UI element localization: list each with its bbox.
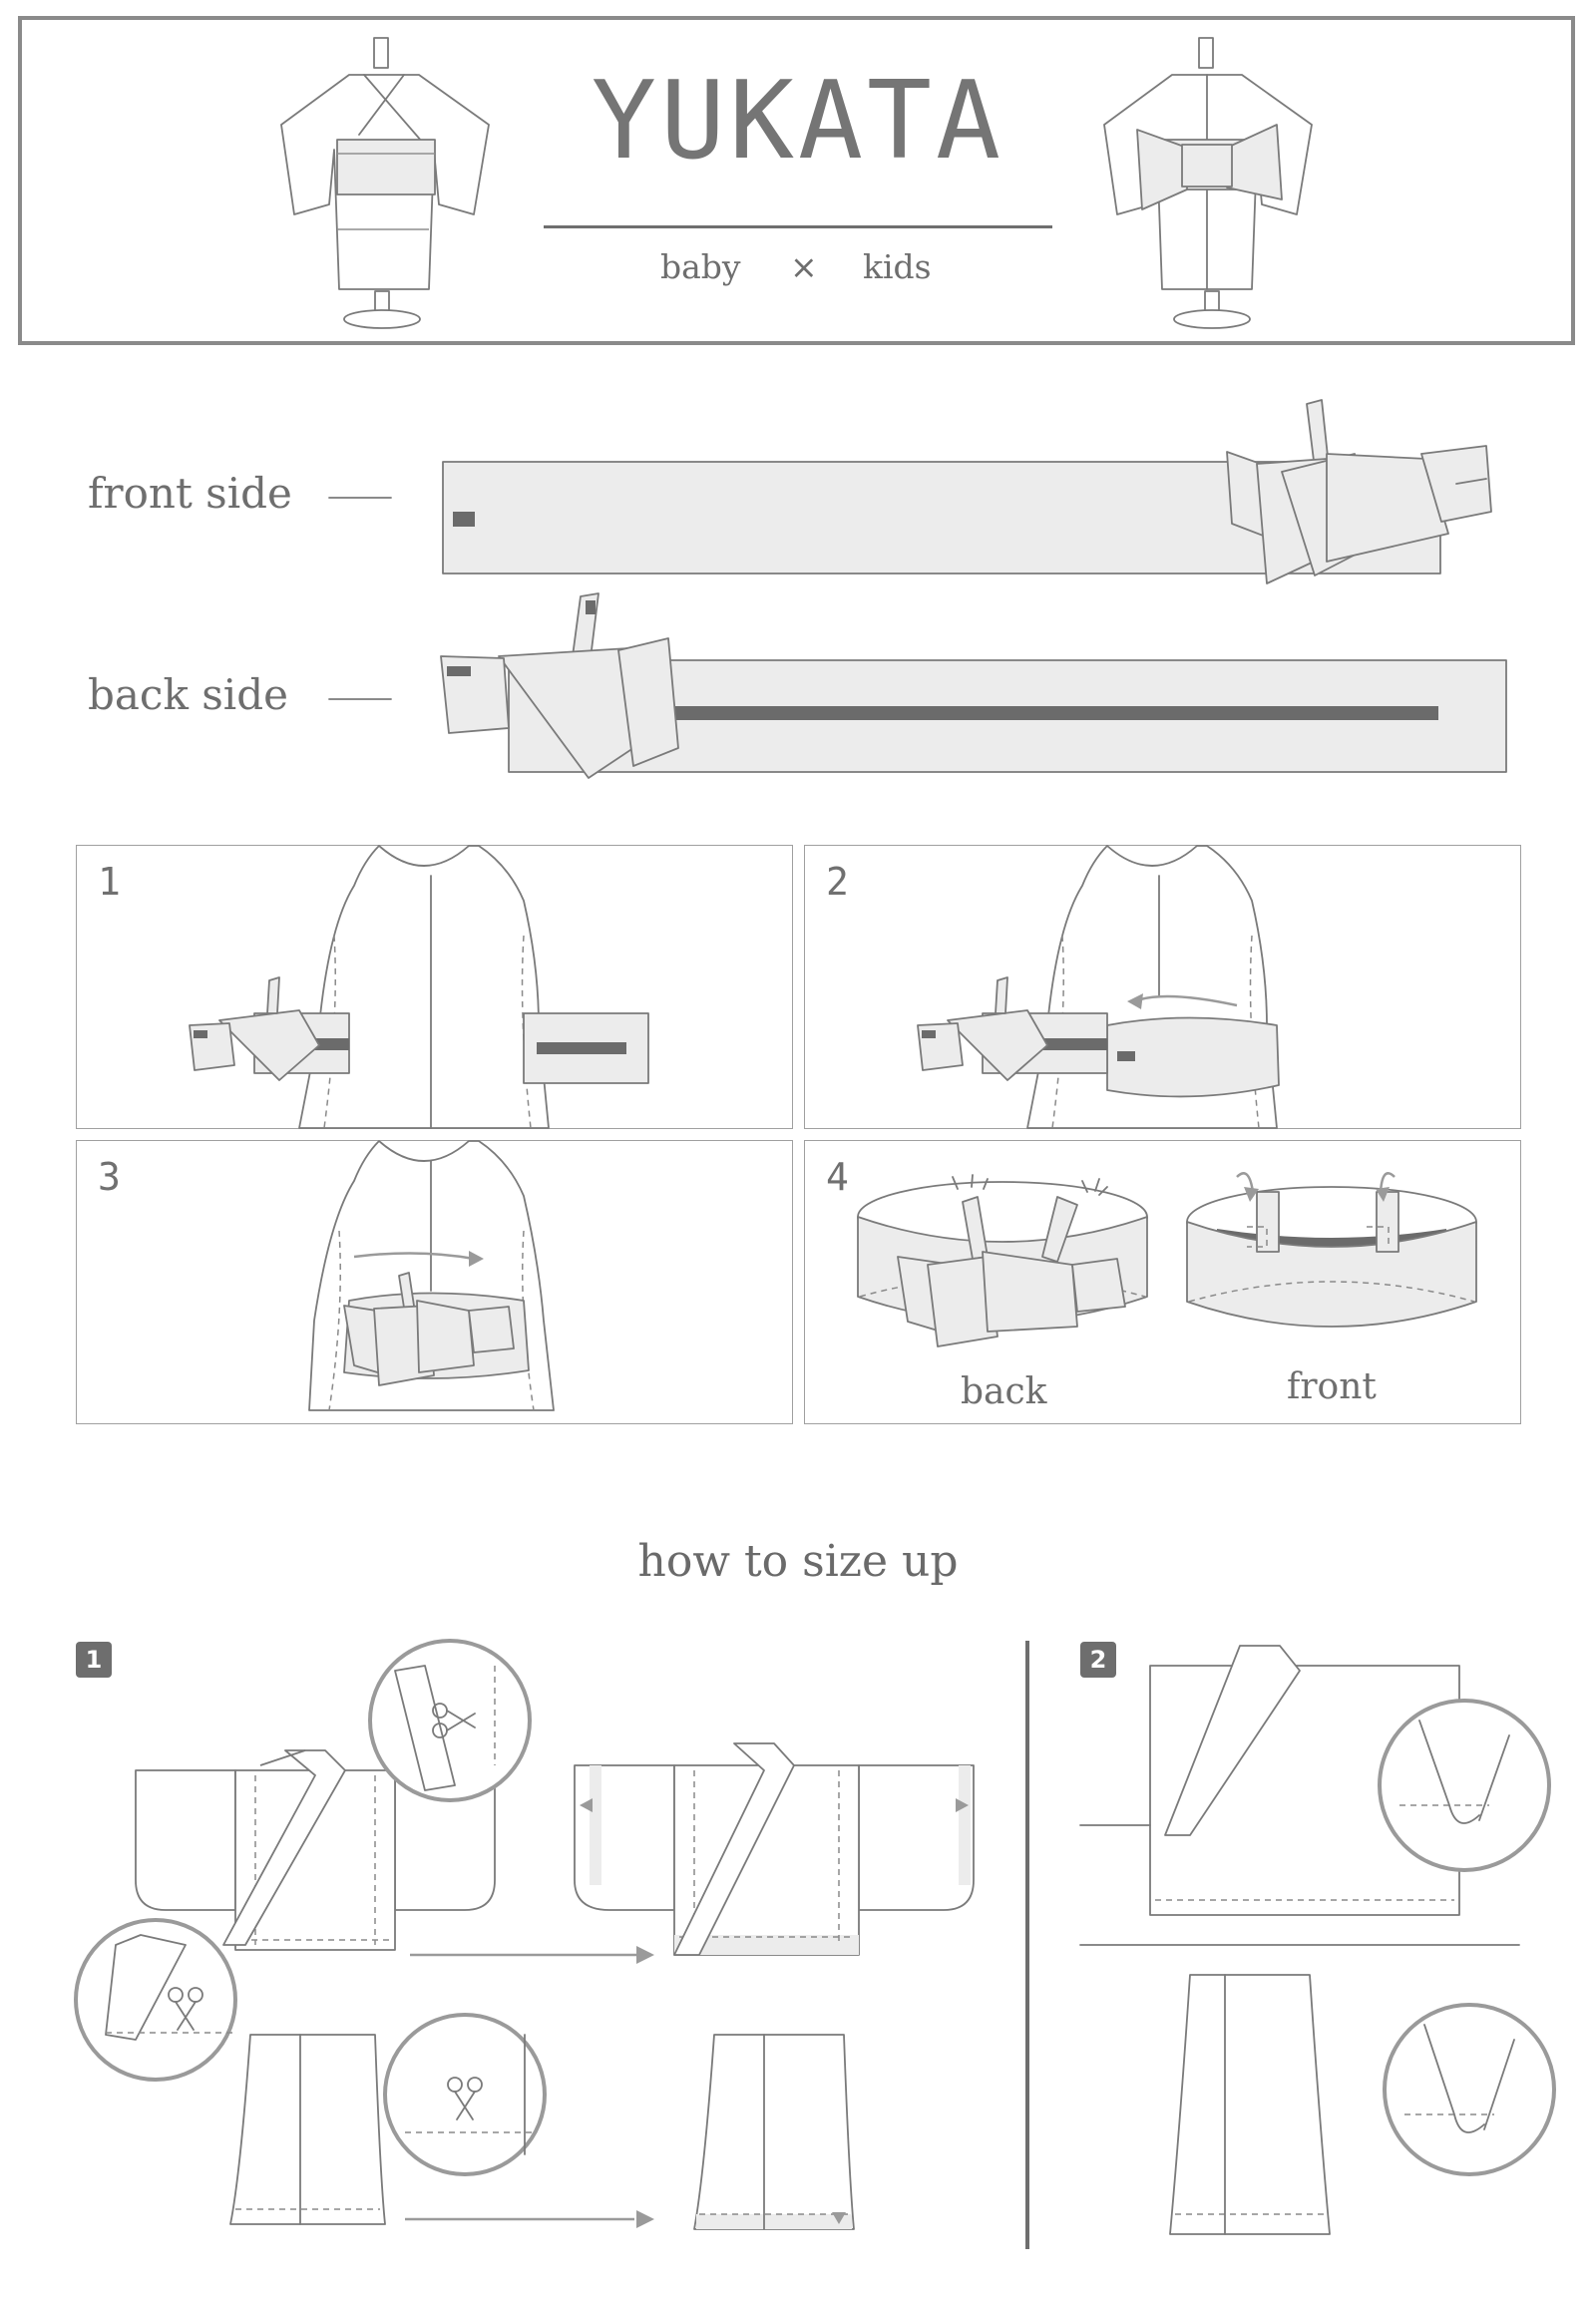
front-side-label: front side bbox=[88, 469, 292, 518]
subtitle-kids: kids bbox=[863, 247, 932, 286]
page-title: YUKATA bbox=[591, 59, 1005, 184]
step-4-illustration bbox=[838, 1147, 1506, 1386]
size-up-step-2-illustration bbox=[1080, 1646, 1579, 2264]
yukata-back-illustration bbox=[1097, 30, 1317, 339]
front-side-leader-line bbox=[329, 496, 394, 500]
step-1-illustration bbox=[180, 846, 698, 1128]
back-side-leader-line bbox=[329, 697, 394, 701]
back-side-label: back side bbox=[88, 670, 288, 719]
step-number-2: 2 bbox=[826, 860, 849, 904]
subtitle-separator: × bbox=[790, 247, 818, 286]
size-up-badge-1: 1 bbox=[76, 1642, 112, 1678]
size-up-badge-2: 2 bbox=[1080, 1642, 1116, 1678]
step-2-illustration bbox=[908, 846, 1426, 1128]
step-number-1: 1 bbox=[98, 860, 121, 904]
size-up-title: how to size up bbox=[637, 1536, 959, 1587]
step-4-caption-back: back bbox=[961, 1371, 1047, 1412]
obi-front-side-illustration bbox=[439, 394, 1506, 593]
yukata-front-illustration bbox=[279, 30, 499, 339]
subtitle-baby: baby bbox=[660, 247, 741, 286]
step-4-caption-front: front bbox=[1287, 1366, 1377, 1407]
step-number-4: 4 bbox=[826, 1155, 849, 1199]
size-up-divider bbox=[1025, 1641, 1029, 2249]
step-number-3: 3 bbox=[98, 1155, 121, 1199]
size-up-step-1-illustration bbox=[76, 1656, 1013, 2254]
step-3-illustration bbox=[180, 1141, 698, 1423]
obi-back-side-illustration bbox=[439, 588, 1506, 788]
title-divider bbox=[544, 225, 1052, 228]
